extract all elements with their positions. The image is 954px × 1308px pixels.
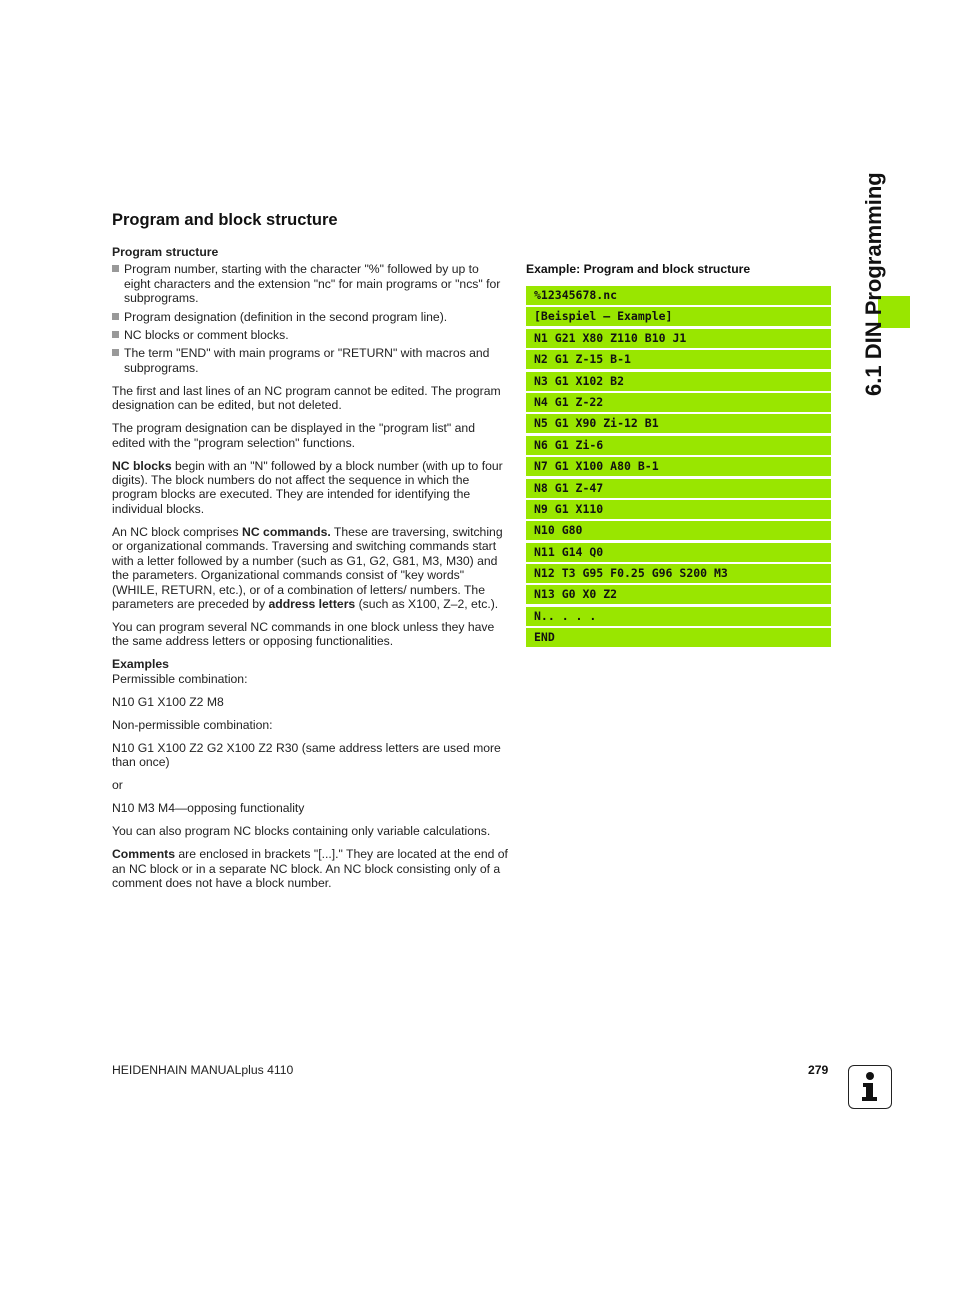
permissible-example: N10 G1 X100 Z2 M8 xyxy=(112,694,224,709)
code-line: N12 T3 G95 F0.25 G96 S200 M3 xyxy=(526,564,831,583)
code-line: N1 G21 X80 Z110 B10 J1 xyxy=(526,329,831,348)
variable-note: You can also program NC blocks containing only variable calculations. xyxy=(112,824,491,839)
page-number: 279 xyxy=(808,1063,829,1077)
code-line: N10 G80 xyxy=(526,521,831,540)
permissible-label: Permissible combination: xyxy=(112,671,248,686)
paragraph-nc-blocks: NC blocks begin with an "N" followed by a block number (with up to four digits). The block numbers do not affect the sequence in which the program blocks are executed. They are intended for identifying the individual blocks. xyxy=(112,458,503,516)
opposing-example: N10 M3 M4—opposing functionality xyxy=(112,801,305,816)
code-line: N4 G1 Z-22 xyxy=(526,393,831,412)
square-bullet-icon xyxy=(112,331,119,338)
paragraph-nc-commands: An NC block comprises NC commands. These are traversing, switching or organizational commands. Traversing and switching commands start with a letter followed by a number (such as G1, G2, G81, M3, M30) and the parameters. Organizational commands consist of "key words" (WHILE, RETURN, etc.), or of a combination of letters/ numbers. The parameters are preceded by address letters (such as X100, Z–2, etc.). xyxy=(112,524,503,611)
code-line: N6 G1 Zi-6 xyxy=(526,436,831,455)
code-line: N3 G1 X102 B2 xyxy=(526,372,831,391)
code-line: N8 G1 Z-47 xyxy=(526,479,831,498)
paragraph-several-commands: You can program several NC commands in one block unless they have the same address letters or opposing functionalities. xyxy=(112,619,495,649)
code-line: N.. . . . xyxy=(526,607,831,626)
paragraph-designation: The program designation can be displayed in the "program list" and edited with the "program selection" functions. xyxy=(112,421,475,450)
info-icon xyxy=(848,1065,892,1109)
or-text: or xyxy=(112,778,123,793)
footer-product-name: HEIDENHAIN MANUALplus 4110 xyxy=(112,1063,294,1077)
square-bullet-icon xyxy=(112,349,119,356)
example-code-block xyxy=(526,286,831,650)
bullet-item: NC blocks or comment blocks. xyxy=(112,328,508,342)
paragraph-edit-rules: The first and last lines of an NC program cannot be edited. The program designation can be edited, but not deleted. xyxy=(112,383,501,413)
code-line: END xyxy=(526,628,831,647)
bullet-item: The term "END" with main programs or "RETURN" with macros and subprograms. xyxy=(112,346,508,375)
bullet-item: Program designation (definition in the second program line). xyxy=(112,310,508,324)
code-line: N13 G0 X0 Z2 xyxy=(526,585,831,604)
code-line: N5 G1 X90 Zi-12 B1 xyxy=(526,414,831,433)
code-line: N9 G1 X110 xyxy=(526,500,831,519)
code-line: N7 G1 X100 A80 B-1 xyxy=(526,457,831,476)
section-heading: Program and block structure xyxy=(112,211,338,229)
code-line: [Beispiel – Example] xyxy=(526,307,831,326)
paragraph-comments: Comments are enclosed in brackets "[...]." They are located at the end of an NC block or in a separate NC block. An NC block consisting only of a comment does not have a block number. xyxy=(112,847,508,890)
example-title: Example: Program and block structure xyxy=(526,262,751,276)
code-line: N2 G1 Z-15 B-1 xyxy=(526,350,831,369)
square-bullet-icon xyxy=(112,265,119,272)
program-structure-title: Program structure xyxy=(112,245,219,259)
bullet-item: Program number, starting with the character "%" followed by up to eight characters and the extension "nc" for main programs or "ncs" for subprograms. xyxy=(112,262,508,305)
examples-title: Examples xyxy=(112,657,169,672)
code-line: %12345678.nc xyxy=(526,286,831,305)
nonpermissible-example: N10 G1 X100 Z2 G2 X100 Z2 R30 (same address letters are used more than once) xyxy=(112,740,501,770)
left-column xyxy=(112,245,508,899)
square-bullet-icon xyxy=(112,313,119,320)
chapter-side-title: 6.1 DIN Programming xyxy=(861,172,886,396)
nonpermissible-label: Non-permissible combination: xyxy=(112,717,273,732)
code-line: N11 G14 Q0 xyxy=(526,543,831,562)
